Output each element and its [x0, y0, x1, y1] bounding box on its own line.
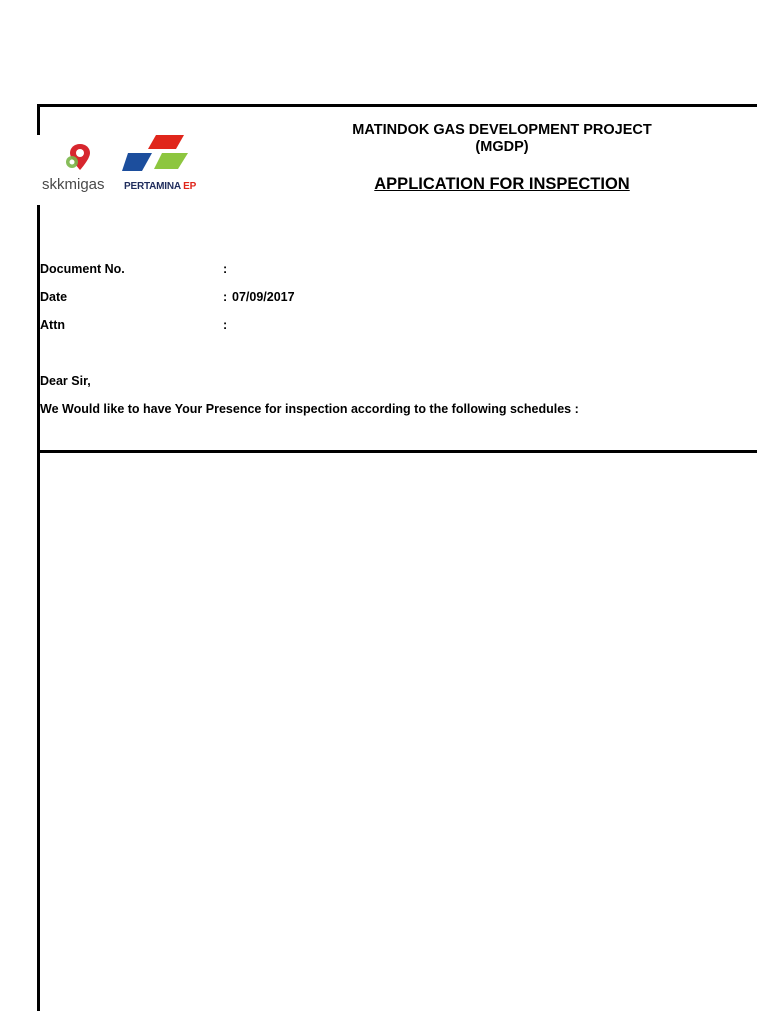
date-value[interactable]: 07/09/2017	[232, 290, 295, 304]
skkmigas-wordmark: skkmigas	[42, 176, 105, 193]
left-border-upper	[37, 104, 40, 135]
project-code: (MGDP)	[475, 139, 529, 155]
pertamina-ep-logo	[120, 133, 200, 199]
pertamina-wordmark: PERTAMINA EP	[124, 181, 197, 192]
skkmigas-pin-icon	[64, 142, 94, 176]
attn-label: Attn	[40, 318, 65, 332]
top-border	[37, 104, 757, 107]
pertamina-arrow-icon	[122, 133, 190, 177]
project-title: MATINDOK GAS DEVELOPMENT PROJECT	[352, 122, 652, 138]
skkmigas-logo	[40, 138, 118, 200]
salutation: Dear Sir,	[40, 374, 91, 388]
section-divider	[37, 450, 757, 453]
document-no-separator: :	[223, 262, 228, 276]
document-no-label: Document No.	[40, 262, 125, 276]
date-label: Date	[40, 290, 68, 304]
request-message: We Would like to have Your Presence for inspection according to the following schedules :	[40, 402, 579, 416]
attn-separator: :	[223, 318, 228, 332]
form-title: APPLICATION FOR INSPECTION	[374, 175, 630, 193]
date-separator: :	[223, 290, 228, 304]
